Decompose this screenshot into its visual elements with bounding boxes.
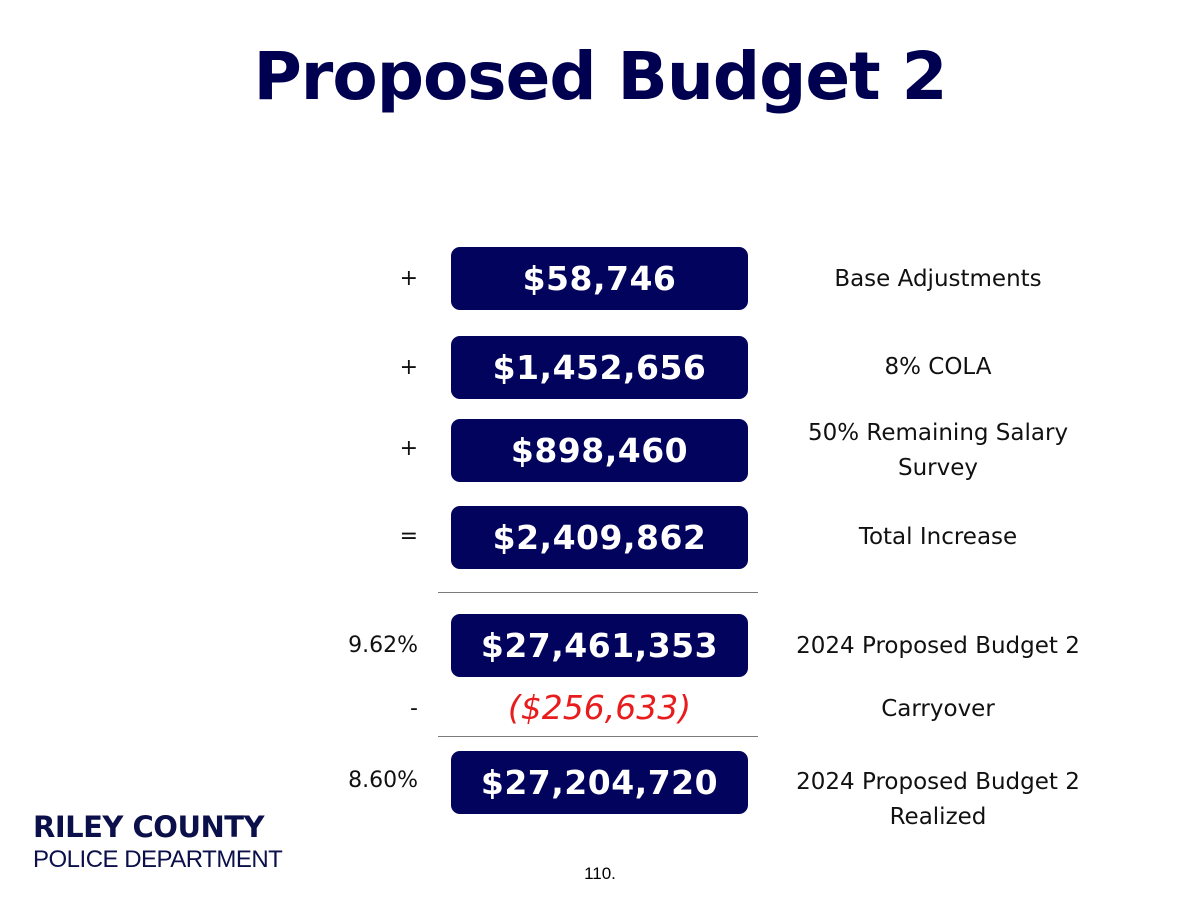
label-proposed-budget-realized <box>770 765 1106 835</box>
label-total-increase: Total Increase <box>858 524 1018 550</box>
amount-box-cola: $1,452,656 <box>451 336 748 399</box>
operator-minus: - <box>410 696 418 721</box>
amount-box-proposed-budget-realized: $27,204,720 <box>451 751 748 814</box>
label-salary-survey-line2: Survey <box>897 455 978 481</box>
operator-plus: + <box>399 355 418 380</box>
operator-plus: + <box>399 266 418 291</box>
operator-plus: + <box>399 436 418 461</box>
label-realized-line1: 2024 Proposed Budget 2 <box>796 769 1080 795</box>
label-base-adjustments: Base Adjustments <box>834 266 1042 292</box>
amount-carryover: ($256,633) <box>507 688 692 727</box>
logo-riley-county: RILEY COUNTY <box>33 810 265 844</box>
logo-police-department: POLICE DEPARTMENT <box>33 846 283 873</box>
label-realized-line2: Realized <box>889 804 987 830</box>
page-number: 110. <box>584 864 616 883</box>
percent-increase: 9.62% <box>348 633 418 658</box>
percent-increase-realized: 8.60% <box>348 768 418 793</box>
label-salary-survey <box>770 416 1106 486</box>
label-proposed-budget: 2024 Proposed Budget 2 <box>796 633 1080 659</box>
divider <box>438 736 758 737</box>
label-carryover: Carryover <box>881 696 995 722</box>
amount-box-base-adjustments: $58,746 <box>451 247 748 310</box>
slide-title: Proposed Budget 2 <box>253 38 947 115</box>
divider <box>438 592 758 593</box>
label-cola: 8% COLA <box>884 354 992 380</box>
amount-box-total-increase: $2,409,862 <box>451 506 748 569</box>
amount-box-proposed-budget: $27,461,353 <box>451 614 748 677</box>
amount-box-salary-survey: $898,460 <box>451 419 748 482</box>
operator-equals: = <box>399 524 418 549</box>
label-salary-survey-line1: 50% Remaining Salary <box>807 420 1069 446</box>
